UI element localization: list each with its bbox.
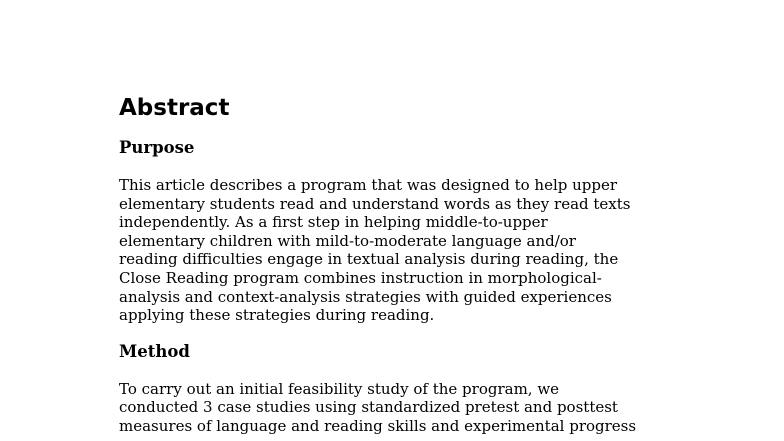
purpose-line: elementary children with mild-to-moderate language and/or bbox=[119, 231, 576, 250]
method-line: conducted 3 case studies using standardized pretest and posttest bbox=[119, 398, 618, 417]
purpose-line: This article describes a program that was designed to help upper bbox=[119, 176, 618, 194]
abstract-title: Abstract bbox=[119, 95, 230, 121]
purpose-line: analysis and context-analysis strategies with guided experiences bbox=[119, 287, 612, 306]
method-heading: Method bbox=[119, 341, 190, 361]
purpose-heading: Purpose bbox=[119, 138, 195, 157]
purpose-line: reading difficulties engage in textual analysis during reading, the bbox=[119, 250, 619, 269]
purpose-line: independently. As a first step in helping middle-to-upper bbox=[119, 213, 548, 232]
purpose-line: Close Reading program combines instruction in morphological- bbox=[119, 268, 602, 287]
method-line: measures of language and reading skills and experimental progress bbox=[119, 416, 637, 435]
purpose-line: applying these strategies during reading. bbox=[119, 306, 435, 325]
method-line: To carry out an initial feasibility study of the program, we bbox=[119, 379, 560, 398]
abstract-content bbox=[119, 94, 679, 436]
purpose-line: elementary students read and understand words as they read texts bbox=[119, 194, 631, 213]
purpose-paragraph bbox=[119, 176, 679, 325]
method-paragraph bbox=[119, 380, 679, 436]
